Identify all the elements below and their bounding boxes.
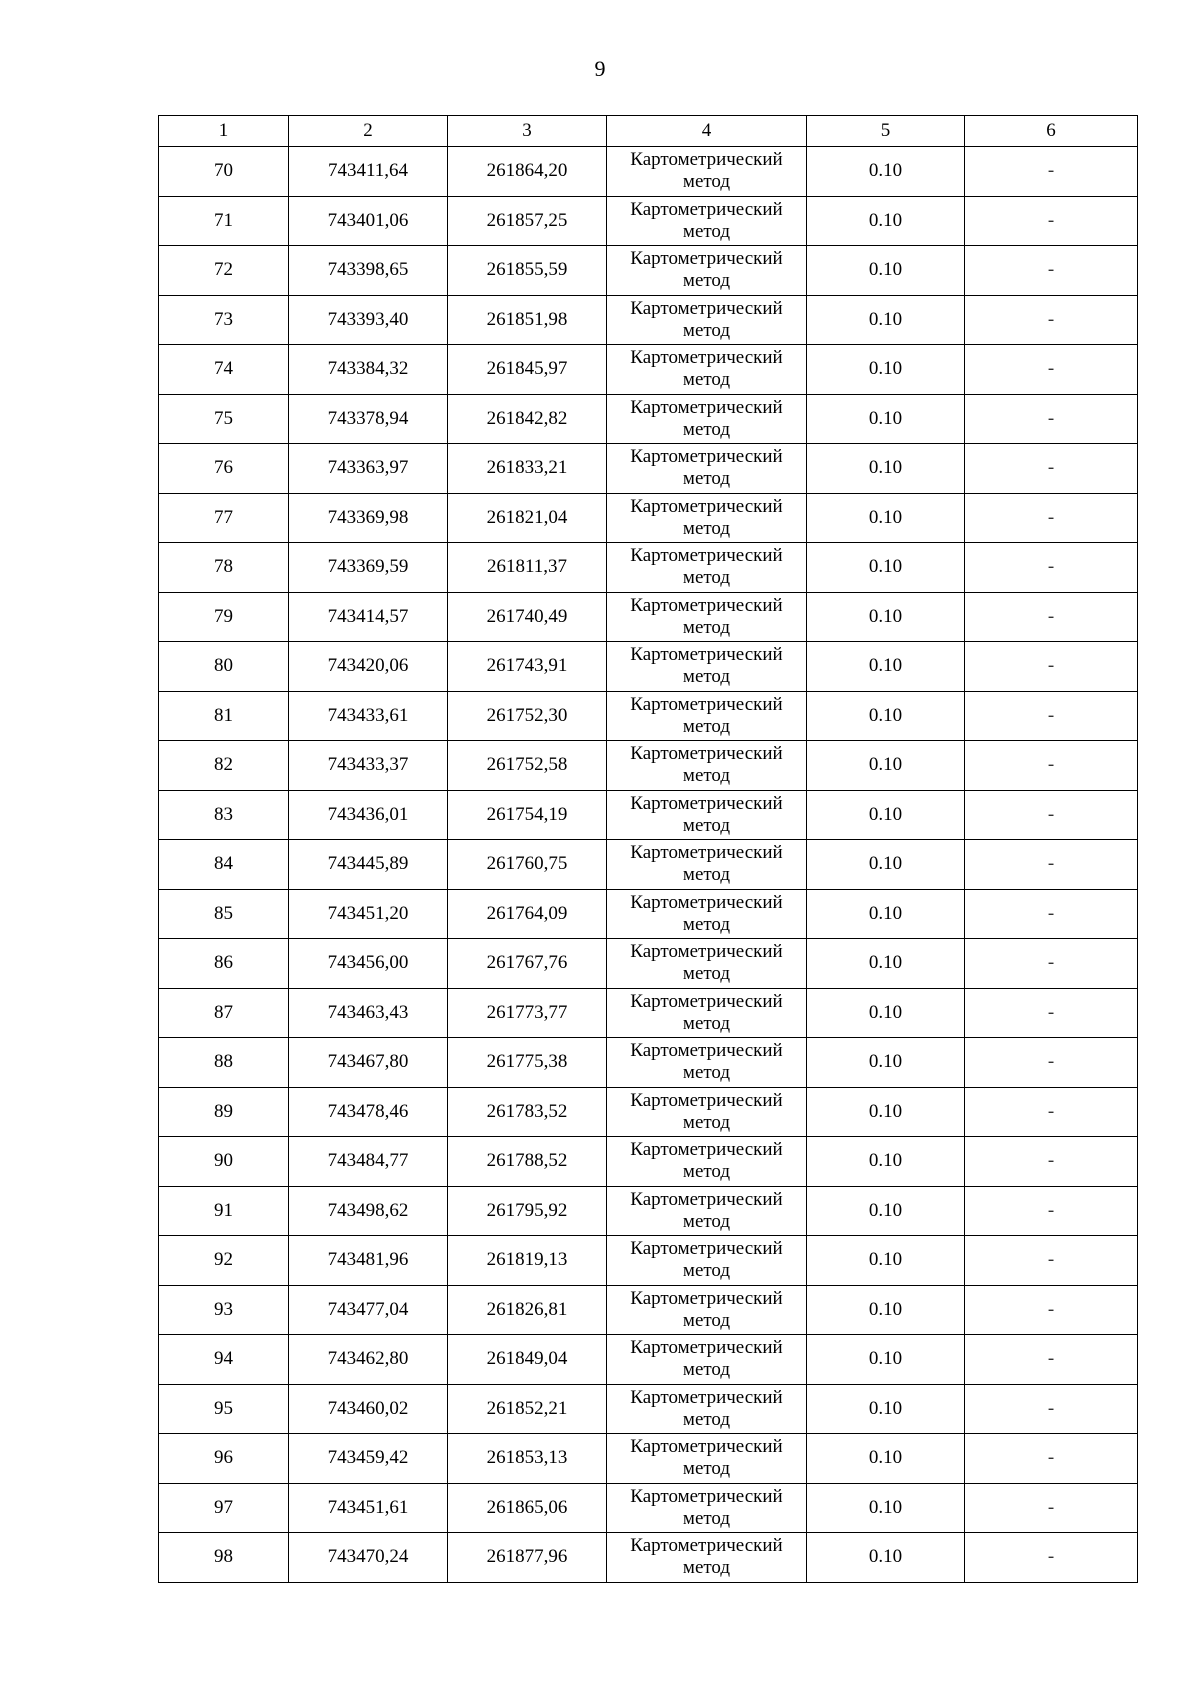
point-number-cell: 77 <box>159 493 289 543</box>
accuracy-cell: 0.10 <box>807 394 965 444</box>
table-row <box>159 394 1138 444</box>
y-coordinate-cell: 261826,81 <box>448 1285 607 1335</box>
x-coordinate-cell: 743369,98 <box>289 493 448 543</box>
point-number-cell: 92 <box>159 1236 289 1286</box>
point-number-cell: 82 <box>159 741 289 791</box>
x-coordinate-cell: 743445,89 <box>289 840 448 890</box>
point-number-cell: 81 <box>159 691 289 741</box>
note-cell: - <box>965 394 1138 444</box>
y-coordinate-cell: 261795,92 <box>448 1186 607 1236</box>
method-cell: Картометрический метод <box>607 939 807 989</box>
method-cell: Картометрический метод <box>607 1434 807 1484</box>
table-row <box>159 790 1138 840</box>
point-number-cell: 80 <box>159 642 289 692</box>
point-number-cell: 97 <box>159 1483 289 1533</box>
table-row <box>159 592 1138 642</box>
note-cell: - <box>965 1285 1138 1335</box>
y-coordinate-cell: 261864,20 <box>448 147 607 197</box>
table-row <box>159 493 1138 543</box>
accuracy-cell: 0.10 <box>807 1236 965 1286</box>
y-coordinate-cell: 261783,52 <box>448 1087 607 1137</box>
x-coordinate-cell: 743456,00 <box>289 939 448 989</box>
table-row <box>159 147 1138 197</box>
accuracy-cell: 0.10 <box>807 1533 965 1583</box>
coordinates-table <box>158 115 1138 1583</box>
method-cell: Картометрический метод <box>607 840 807 890</box>
note-cell: - <box>965 246 1138 296</box>
x-coordinate-cell: 743401,06 <box>289 196 448 246</box>
table-body <box>159 147 1138 1583</box>
accuracy-cell: 0.10 <box>807 196 965 246</box>
table-row <box>159 840 1138 890</box>
note-cell: - <box>965 642 1138 692</box>
note-cell: - <box>965 1384 1138 1434</box>
method-cell: Картометрический метод <box>607 1533 807 1583</box>
accuracy-cell: 0.10 <box>807 1483 965 1533</box>
x-coordinate-cell: 743451,20 <box>289 889 448 939</box>
column-header-3: 3 <box>448 116 607 147</box>
note-cell: - <box>965 1038 1138 1088</box>
accuracy-cell: 0.10 <box>807 741 965 791</box>
note-cell: - <box>965 1186 1138 1236</box>
note-cell: - <box>965 1236 1138 1286</box>
method-cell: Картометрический метод <box>607 790 807 840</box>
x-coordinate-cell: 743378,94 <box>289 394 448 444</box>
method-cell: Картометрический метод <box>607 246 807 296</box>
y-coordinate-cell: 261852,21 <box>448 1384 607 1434</box>
x-coordinate-cell: 743384,32 <box>289 345 448 395</box>
x-coordinate-cell: 743462,80 <box>289 1335 448 1385</box>
x-coordinate-cell: 743481,96 <box>289 1236 448 1286</box>
y-coordinate-cell: 261853,13 <box>448 1434 607 1484</box>
column-header-1: 1 <box>159 116 289 147</box>
note-cell: - <box>965 889 1138 939</box>
accuracy-cell: 0.10 <box>807 642 965 692</box>
point-number-cell: 93 <box>159 1285 289 1335</box>
method-cell: Картометрический метод <box>607 444 807 494</box>
method-cell: Картометрический метод <box>607 1384 807 1434</box>
note-cell: - <box>965 741 1138 791</box>
note-cell: - <box>965 196 1138 246</box>
method-cell: Картометрический метод <box>607 1038 807 1088</box>
y-coordinate-cell: 261752,30 <box>448 691 607 741</box>
note-cell: - <box>965 147 1138 197</box>
y-coordinate-cell: 261819,13 <box>448 1236 607 1286</box>
method-cell: Картометрический метод <box>607 642 807 692</box>
table-row <box>159 691 1138 741</box>
header-row <box>159 116 1138 147</box>
column-header-4: 4 <box>607 116 807 147</box>
note-cell: - <box>965 345 1138 395</box>
point-number-cell: 83 <box>159 790 289 840</box>
column-header-6: 6 <box>965 116 1138 147</box>
table-row <box>159 246 1138 296</box>
method-cell: Картометрический метод <box>607 345 807 395</box>
accuracy-cell: 0.10 <box>807 988 965 1038</box>
x-coordinate-cell: 743393,40 <box>289 295 448 345</box>
note-cell: - <box>965 939 1138 989</box>
accuracy-cell: 0.10 <box>807 345 965 395</box>
accuracy-cell: 0.10 <box>807 939 965 989</box>
point-number-cell: 88 <box>159 1038 289 1088</box>
y-coordinate-cell: 261811,37 <box>448 543 607 593</box>
table-row <box>159 196 1138 246</box>
accuracy-cell: 0.10 <box>807 1335 965 1385</box>
table-row <box>159 1285 1138 1335</box>
x-coordinate-cell: 743477,04 <box>289 1285 448 1335</box>
x-coordinate-cell: 743470,24 <box>289 1533 448 1583</box>
x-coordinate-cell: 743463,43 <box>289 988 448 1038</box>
note-cell: - <box>965 988 1138 1038</box>
method-cell: Картометрический метод <box>607 1137 807 1187</box>
table-row <box>159 1384 1138 1434</box>
point-number-cell: 79 <box>159 592 289 642</box>
y-coordinate-cell: 261740,49 <box>448 592 607 642</box>
accuracy-cell: 0.10 <box>807 147 965 197</box>
accuracy-cell: 0.10 <box>807 444 965 494</box>
table-row <box>159 741 1138 791</box>
accuracy-cell: 0.10 <box>807 889 965 939</box>
y-coordinate-cell: 261754,19 <box>448 790 607 840</box>
table-row <box>159 1038 1138 1088</box>
note-cell: - <box>965 1434 1138 1484</box>
method-cell: Картометрический метод <box>607 592 807 642</box>
note-cell: - <box>965 543 1138 593</box>
accuracy-cell: 0.10 <box>807 1186 965 1236</box>
x-coordinate-cell: 743478,46 <box>289 1087 448 1137</box>
method-cell: Картометрический метод <box>607 147 807 197</box>
y-coordinate-cell: 261821,04 <box>448 493 607 543</box>
x-coordinate-cell: 743411,64 <box>289 147 448 197</box>
y-coordinate-cell: 261767,76 <box>448 939 607 989</box>
note-cell: - <box>965 840 1138 890</box>
method-cell: Картометрический метод <box>607 741 807 791</box>
method-cell: Картометрический метод <box>607 493 807 543</box>
table-row <box>159 1335 1138 1385</box>
accuracy-cell: 0.10 <box>807 790 965 840</box>
table-row <box>159 1137 1138 1187</box>
method-cell: Картометрический метод <box>607 1236 807 1286</box>
point-number-cell: 90 <box>159 1137 289 1187</box>
y-coordinate-cell: 261788,52 <box>448 1137 607 1187</box>
table-row <box>159 1087 1138 1137</box>
table-row <box>159 295 1138 345</box>
accuracy-cell: 0.10 <box>807 1087 965 1137</box>
accuracy-cell: 0.10 <box>807 1137 965 1187</box>
accuracy-cell: 0.10 <box>807 246 965 296</box>
x-coordinate-cell: 743414,57 <box>289 592 448 642</box>
accuracy-cell: 0.10 <box>807 592 965 642</box>
note-cell: - <box>965 691 1138 741</box>
note-cell: - <box>965 1137 1138 1187</box>
point-number-cell: 94 <box>159 1335 289 1385</box>
note-cell: - <box>965 1533 1138 1583</box>
y-coordinate-cell: 261833,21 <box>448 444 607 494</box>
x-coordinate-cell: 743398,65 <box>289 246 448 296</box>
point-number-cell: 91 <box>159 1186 289 1236</box>
accuracy-cell: 0.10 <box>807 1384 965 1434</box>
table-row <box>159 1236 1138 1286</box>
point-number-cell: 87 <box>159 988 289 1038</box>
accuracy-cell: 0.10 <box>807 1285 965 1335</box>
note-cell: - <box>965 295 1138 345</box>
x-coordinate-cell: 743369,59 <box>289 543 448 593</box>
column-header-5: 5 <box>807 116 965 147</box>
method-cell: Картометрический метод <box>607 1483 807 1533</box>
table-row <box>159 345 1138 395</box>
point-number-cell: 84 <box>159 840 289 890</box>
note-cell: - <box>965 493 1138 543</box>
accuracy-cell: 0.10 <box>807 840 965 890</box>
point-number-cell: 70 <box>159 147 289 197</box>
x-coordinate-cell: 743433,61 <box>289 691 448 741</box>
x-coordinate-cell: 743433,37 <box>289 741 448 791</box>
table-row <box>159 1533 1138 1583</box>
point-number-cell: 85 <box>159 889 289 939</box>
x-coordinate-cell: 743498,62 <box>289 1186 448 1236</box>
y-coordinate-cell: 261743,91 <box>448 642 607 692</box>
note-cell: - <box>965 790 1138 840</box>
y-coordinate-cell: 261877,96 <box>448 1533 607 1583</box>
y-coordinate-cell: 261849,04 <box>448 1335 607 1385</box>
table-row <box>159 939 1138 989</box>
y-coordinate-cell: 261851,98 <box>448 295 607 345</box>
y-coordinate-cell: 261842,82 <box>448 394 607 444</box>
method-cell: Картометрический метод <box>607 988 807 1038</box>
method-cell: Картометрический метод <box>607 543 807 593</box>
table-row <box>159 1434 1138 1484</box>
x-coordinate-cell: 743420,06 <box>289 642 448 692</box>
note-cell: - <box>965 1335 1138 1385</box>
y-coordinate-cell: 261775,38 <box>448 1038 607 1088</box>
note-cell: - <box>965 1483 1138 1533</box>
accuracy-cell: 0.10 <box>807 1434 965 1484</box>
x-coordinate-cell: 743459,42 <box>289 1434 448 1484</box>
page-number: 9 <box>594 56 606 81</box>
y-coordinate-cell: 261760,75 <box>448 840 607 890</box>
accuracy-cell: 0.10 <box>807 691 965 741</box>
point-number-cell: 72 <box>159 246 289 296</box>
table-row <box>159 642 1138 692</box>
accuracy-cell: 0.10 <box>807 493 965 543</box>
accuracy-cell: 0.10 <box>807 543 965 593</box>
table-row <box>159 543 1138 593</box>
point-number-cell: 76 <box>159 444 289 494</box>
column-header-2: 2 <box>289 116 448 147</box>
x-coordinate-cell: 743467,80 <box>289 1038 448 1088</box>
method-cell: Картометрический метод <box>607 1186 807 1236</box>
point-number-cell: 73 <box>159 295 289 345</box>
y-coordinate-cell: 261855,59 <box>448 246 607 296</box>
method-cell: Картометрический метод <box>607 1285 807 1335</box>
method-cell: Картометрический метод <box>607 1087 807 1137</box>
x-coordinate-cell: 743436,01 <box>289 790 448 840</box>
method-cell: Картометрический метод <box>607 295 807 345</box>
x-coordinate-cell: 743460,02 <box>289 1384 448 1434</box>
table-row <box>159 444 1138 494</box>
y-coordinate-cell: 261845,97 <box>448 345 607 395</box>
method-cell: Картометрический метод <box>607 394 807 444</box>
point-number-cell: 89 <box>159 1087 289 1137</box>
y-coordinate-cell: 261865,06 <box>448 1483 607 1533</box>
point-number-cell: 74 <box>159 345 289 395</box>
table-row <box>159 1186 1138 1236</box>
note-cell: - <box>965 444 1138 494</box>
accuracy-cell: 0.10 <box>807 1038 965 1088</box>
y-coordinate-cell: 261857,25 <box>448 196 607 246</box>
y-coordinate-cell: 261773,77 <box>448 988 607 1038</box>
point-number-cell: 75 <box>159 394 289 444</box>
x-coordinate-cell: 743363,97 <box>289 444 448 494</box>
table-row <box>159 1483 1138 1533</box>
point-number-cell: 78 <box>159 543 289 593</box>
x-coordinate-cell: 743451,61 <box>289 1483 448 1533</box>
point-number-cell: 86 <box>159 939 289 989</box>
y-coordinate-cell: 261752,58 <box>448 741 607 791</box>
point-number-cell: 71 <box>159 196 289 246</box>
y-coordinate-cell: 261764,09 <box>448 889 607 939</box>
method-cell: Картометрический метод <box>607 691 807 741</box>
method-cell: Картометрический метод <box>607 1335 807 1385</box>
table-row <box>159 988 1138 1038</box>
method-cell: Картометрический метод <box>607 196 807 246</box>
point-number-cell: 98 <box>159 1533 289 1583</box>
note-cell: - <box>965 592 1138 642</box>
note-cell: - <box>965 1087 1138 1137</box>
accuracy-cell: 0.10 <box>807 295 965 345</box>
point-number-cell: 95 <box>159 1384 289 1434</box>
point-number-cell: 96 <box>159 1434 289 1484</box>
table-header <box>159 116 1138 147</box>
table-row <box>159 889 1138 939</box>
x-coordinate-cell: 743484,77 <box>289 1137 448 1187</box>
method-cell: Картометрический метод <box>607 889 807 939</box>
